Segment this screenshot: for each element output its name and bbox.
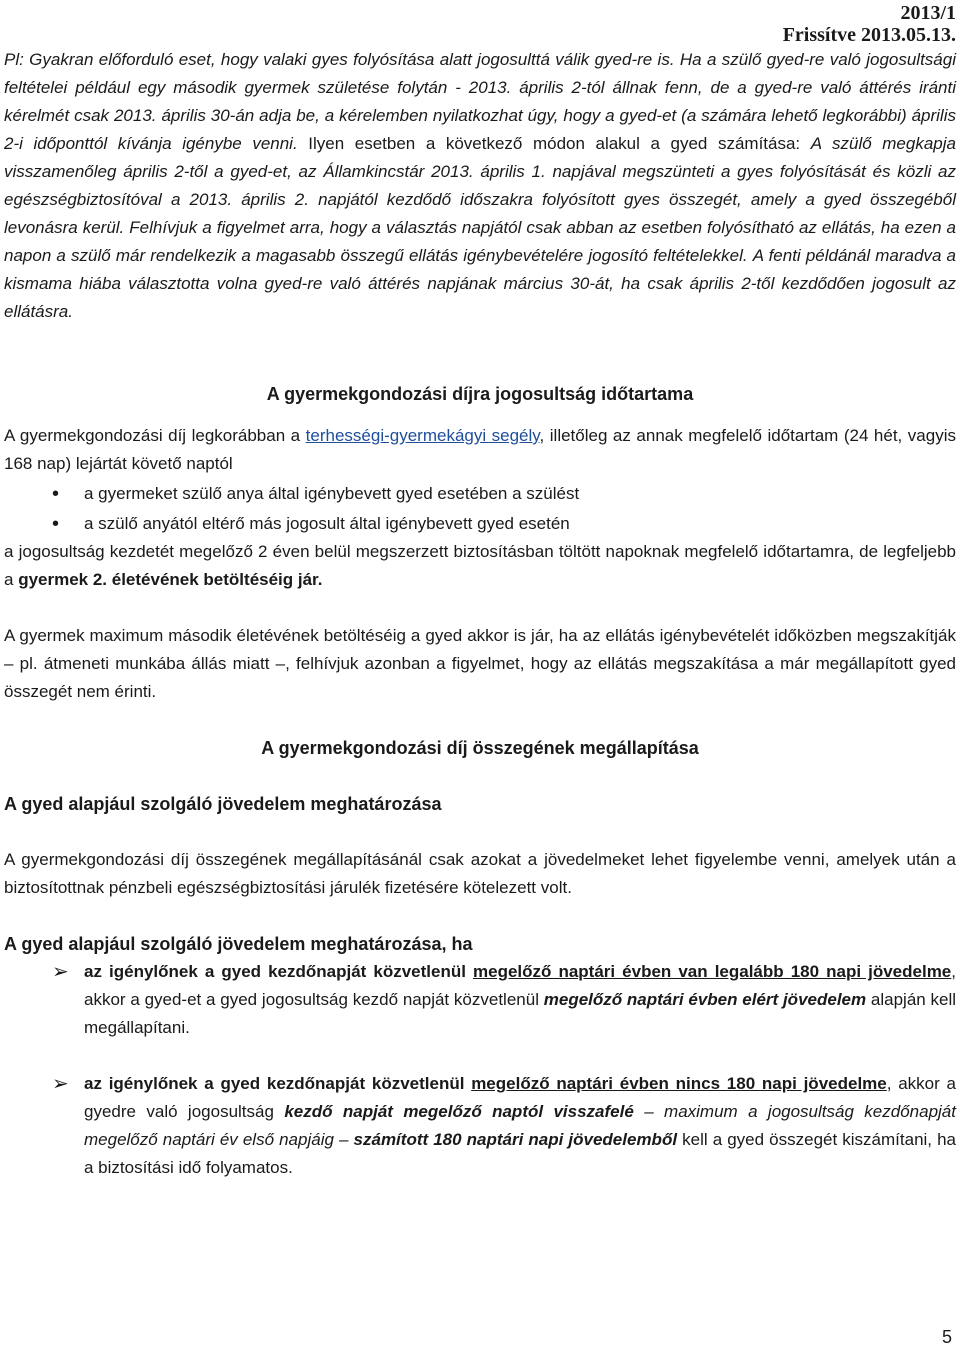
page-number: 5 bbox=[941, 1327, 952, 1347]
condition-italic-text: – maximum a jogosultság kezdőnapját megelőző naptári év első napjáig – bbox=[84, 1102, 956, 1149]
subsection-title-income: A gyed alapjául szolgáló jövedelem meghatározása bbox=[4, 794, 442, 814]
list-item-text: a gyermeket szülő anya által igénybevett gyed esetében a szülést bbox=[84, 484, 580, 503]
document-content bbox=[4, 46, 956, 1182]
intro-example-text: Pl: Gyakran előforduló eset, hogy valaki gyes folyósítása alatt jogosulttá válik gyed-re is. Ha a szülő gyed-re való jogosultsági feltételei például egy második gyermek születése folytán - 2013. április 2-tól állnak fenn, de a gyed-re való áttérés iránti kérelmét csak 2013. április 30-án adja be, a kérelemben nyilatkozhat úgy, hogy a gyed-et (a számára lehető legkorábbi) április 2-i időponttól kívánja igénybe venni. bbox=[4, 50, 956, 153]
duration-text-end: , illetőleg az annak megfelelő időtartam (24 hét, vagyis 168 nap) lejártát követő naptól bbox=[4, 426, 956, 473]
condition-underlined-text: megelőző naptári évben nincs 180 napi jövedelme bbox=[471, 1074, 887, 1093]
section-title-amount: A gyermekgondozási díj összegének megállapítása bbox=[261, 738, 699, 758]
condition-underlined-text: megelőző naptári évben van legalább 180 napi jövedelme bbox=[473, 962, 952, 981]
condition-normal-text: , akkor a gyed-et a gyed jogosultság kezdő napját közvetlenül bbox=[84, 962, 956, 1009]
list-item bbox=[4, 480, 956, 508]
intro-attention-text: Felhívjuk a figyelmet arra, hogy a választás napjától csak abban az esetben folyósítható az ellátás, ha ezen a napon a szülő már rendelkezik a magasabb összegű ellátás igénybevételére jogosító feltételekkel. bbox=[4, 218, 956, 265]
condition-end-text: kell a gyed összegét kiszámítani, ha a biztosítási idő folyamatos. bbox=[84, 1130, 957, 1177]
intro-calculation-text: Ilyen esetben a következő módon alakul a gyed számítása: bbox=[308, 134, 801, 153]
duration-paragraph bbox=[4, 422, 956, 478]
arrow-bullet-icon: ➢ bbox=[52, 961, 69, 983]
condition-bold-text: az igénylőnek a gyed kezdőnapját közvetlenül bbox=[84, 962, 473, 981]
entitlement-paragraph bbox=[4, 538, 956, 594]
list-item bbox=[4, 958, 956, 1042]
arrow-bullet-icon: ➢ bbox=[52, 1073, 69, 1095]
entitlement-text: a jogosultság kezdetét megelőző 2 éven belül megszerzett biztosításban töltött napoknak megfelelő időtartamra, de legfeljebb a bbox=[4, 542, 956, 589]
subsection-title-income-if: A gyed alapjául szolgáló jövedelem meghatározása, ha bbox=[4, 934, 473, 954]
intro-refund-text: A szülő megkapja visszamenőleg április 2-től a gyed-et, az Államkincstár 2013. április 1. napjával megszünteti a gyes folyósítását és közli az egészségbiztosítóval a 2013. április 2. napjától kezdődő időszakra folyósított gyes összegét, amely a gyed összegéből levonásra kerül. bbox=[4, 134, 956, 237]
list-item-text: a szülő anyától eltérő más jogosult által igénybevett gyed esetén bbox=[84, 514, 570, 533]
intro-example-end-text: A fenti példánál maradva a kismama hiába választotta volna gyed-re való áttérés napjának március 30-át, ha csak április 2-től kezdődően jogosult az ellátásra. bbox=[4, 246, 956, 321]
intro-paragraph bbox=[4, 46, 956, 326]
duration-bullet-list bbox=[4, 480, 956, 538]
list-item bbox=[4, 1070, 956, 1182]
link-pregnancy-benefit[interactable]: terhességi-gyermekágyi segély bbox=[305, 426, 540, 445]
page-header bbox=[783, 2, 956, 46]
section-title-duration: A gyermekgondozási díjra jogosultság időtartama bbox=[266, 384, 694, 404]
condition-bold-text: az igénylőnek a gyed kezdőnapját közvetlenül bbox=[84, 1074, 472, 1093]
bullet-icon: • bbox=[52, 513, 60, 535]
income-paragraph: A gyermekgondozási díj összegének megállapításánál csak azokat a jövedelmeket lehet figyelembe venni, amelyek után a biztosítottnak pénzbeli egészségbiztosítási járulék fizetésére kötelezett volt. bbox=[4, 850, 956, 897]
condition-normal-text: , akkor a gyedre való jogosultság bbox=[84, 1074, 956, 1121]
condition-emphasis-text-2: számított 180 naptári napi jövedelemből bbox=[353, 1130, 678, 1149]
interruption-paragraph: A gyermek maximum második életévének betöltéséig a gyed akkor is jár, ha az ellátás igénybevételét időközben megszakítják – pl. átmeneti munkába állás miatt –, felhívjuk azonban a figyelmet, hogy az ellátás megszakítása a már megállapított gyed összegét nem érinti. bbox=[4, 626, 956, 701]
condition-end-text: alapján kell megállapítani. bbox=[84, 990, 957, 1037]
condition-emphasis-text: megelőző naptári évben elért jövedelem bbox=[543, 990, 867, 1009]
header-updated-date: Frissítve 2013.05.13. bbox=[782, 24, 956, 46]
duration-text-start: A gyermekgondozási díj legkorábban a bbox=[4, 426, 306, 445]
income-condition-list bbox=[4, 958, 956, 1182]
header-year: 2013/1 bbox=[900, 2, 956, 24]
list-item bbox=[4, 510, 956, 538]
entitlement-bold-text: gyermek 2. életévének betöltéséig jár. bbox=[18, 570, 323, 589]
condition-emphasis-text: kezdő napját megelőző naptól visszafelé bbox=[284, 1102, 634, 1121]
bullet-icon: • bbox=[52, 483, 60, 505]
